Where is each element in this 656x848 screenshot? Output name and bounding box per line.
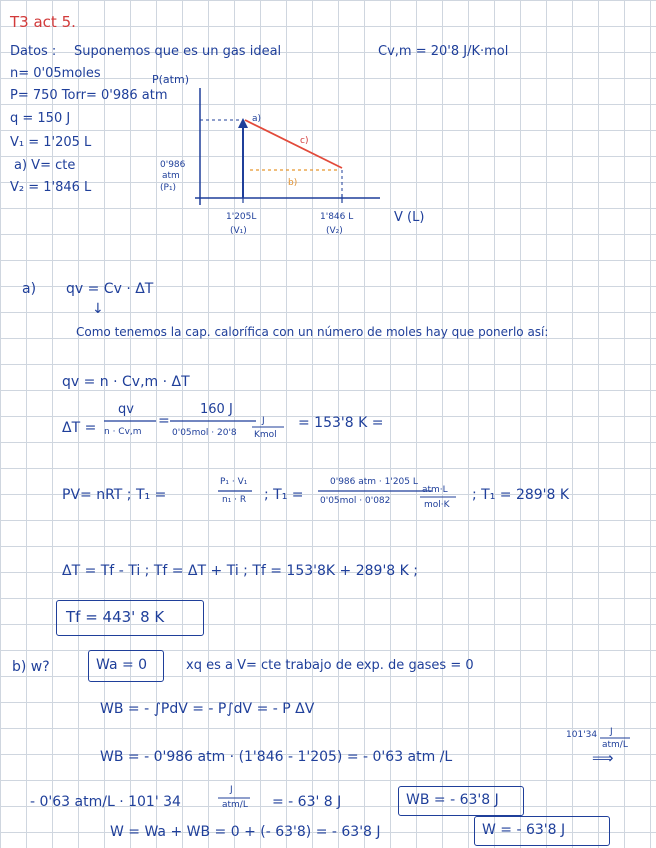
t1-denominator: 0'05mol · 0'082: [320, 496, 391, 506]
process-c-label: c): [300, 136, 309, 146]
t1-formula-den: n₁ · R: [222, 495, 247, 505]
qv-full-equation: qv = n · Cv,m · ΔT: [62, 374, 190, 390]
x-axis-label: V (L): [394, 210, 425, 225]
t1-numerator: 0'986 atm · 1'205 L: [330, 477, 418, 487]
page-title: T3 act 5.: [10, 13, 76, 31]
delta-t-frac1-num: qv: [118, 402, 134, 417]
datos-label: Datos :: [10, 44, 57, 59]
p-tick-unit: atm: [162, 171, 180, 181]
delta-t-equals: =: [158, 413, 170, 429]
wb-integral: WB = - ∫PdV = - P∫dV = - P ΔV: [100, 701, 315, 717]
conversion-factor: 101'34: [566, 730, 598, 740]
delta-t-frac1-den: n · Cv,m: [104, 427, 142, 437]
v2-tick-label: 1'846 L: [320, 212, 354, 222]
qv-equation: qv = Cv · ΔT: [66, 281, 154, 297]
process-a-label: a): [252, 114, 262, 124]
cvm-value: Cv,m = 20'8 J/K·mol: [378, 44, 509, 59]
wb-calculation: WB = - 0'986 atm · (1'846 - 1'205) = - 0'63 atm /L: [100, 749, 453, 765]
p-tick-symbol: (P₁): [160, 183, 177, 193]
part-b-label: b) w?: [12, 659, 50, 675]
part-a-label: a): [22, 281, 37, 297]
conversion-line: - 0'63 atm/L · 101' 34: [30, 794, 181, 810]
comment-text: Como tenemos la cap. calorífica con un número de moles hay que ponerlo así:: [76, 325, 549, 339]
wb-value: = - 63' 8 J: [272, 794, 342, 810]
t1-result: ; T₁ = 289'8 K: [472, 487, 570, 503]
t1-formula-num: P₁ · V₁: [220, 477, 248, 487]
t1-unit-den: mol·K: [424, 500, 450, 510]
wa-result: Wa = 0: [96, 657, 148, 673]
delta-t-unit-num: J: [262, 416, 265, 426]
given-q: q = 150 J: [10, 111, 71, 126]
given-v2: V₂ = 1'846 L: [10, 180, 92, 195]
conversion-line-unit-den: atm/L: [222, 800, 248, 810]
v2-tick-symbol: (V₂): [326, 226, 343, 236]
wb-result: WB = - 63'8 J: [406, 792, 499, 808]
implies-arrow: ⟹: [592, 749, 614, 767]
given-n: n= 0'05moles: [10, 66, 101, 81]
delta-t-frac2-den: 0'05mol · 20'8: [172, 428, 237, 438]
process-b-label: b): [288, 178, 298, 188]
assumption-text: Suponemos que es un gas ideal: [74, 44, 282, 59]
t1-unit-num: atm·L: [422, 485, 448, 495]
given-p: P= 750 Torr= 0'986 atm: [10, 88, 168, 103]
delta-t-frac2-num: 160 J: [200, 402, 233, 417]
v1-tick-symbol: (V₁): [230, 226, 247, 236]
delta-t-unit-den: Kmol: [254, 430, 277, 440]
down-arrow: ↓: [92, 301, 104, 317]
delta-t-result: = 153'8 K =: [298, 415, 384, 431]
tf-derivation: ΔT = Tf - Ti ; Tf = ΔT + Ti ; Tf = 153'8K + 289'8 K ;: [62, 563, 418, 579]
tf-result: Tf = 443' 8 K: [66, 608, 165, 626]
given-condition-a: a) V= cte: [14, 158, 76, 173]
delta-t-lhs: ΔT =: [62, 420, 97, 436]
v1-tick-label: 1'205L: [226, 212, 257, 222]
conversion-line-unit-num: J: [230, 785, 233, 795]
p-tick-value: 0'986: [160, 160, 186, 170]
ideal-gas-equation: PV= nRT ; T₁ =: [62, 487, 167, 503]
w-result: W = - 63'8 J: [482, 822, 566, 838]
given-v1: V₁ = 1'205 L: [10, 135, 92, 150]
wa-reason: xq es a V= cte trabajo de exp. de gases = 0: [186, 658, 474, 673]
y-axis-label: P(atm): [152, 73, 189, 86]
total-work-line: W = Wa + WB = 0 + (- 63'8) = - 63'8 J: [110, 824, 381, 840]
t1-separator: ; T₁ =: [264, 487, 304, 503]
conversion-unit-num: J: [610, 727, 613, 737]
conversion-unit-den: atm/L: [602, 740, 628, 750]
